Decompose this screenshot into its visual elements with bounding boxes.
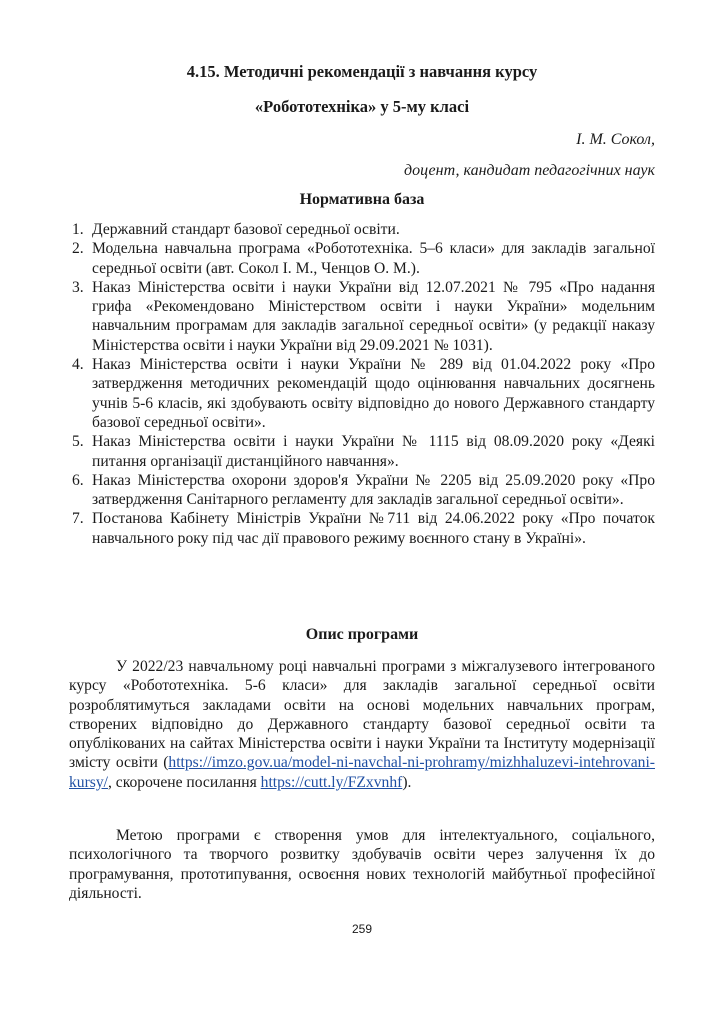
list-item <box>72 432 655 471</box>
list-item-text: Модельна навчальна програма «Робототехніка. 5–6 класи» для закладів загальної середньої освіти (авт. Сокол І. М., Ченцов О. М.). <box>92 240 655 277</box>
program-goal-paragraph: Метою програми є створення умов для інтелектуального, соціального, психологічного та творчого розвитку здобувачів освіти через залучення їх до програмування, прототипування, освоєння нових технологій майбутньої професійної діяльності. <box>69 827 655 902</box>
list-item-text: Державний стандарт базової середньої освіти. <box>92 221 400 238</box>
normative-base-list <box>72 220 655 548</box>
article-title-line2: «Робототехніка» у 5-му класі <box>254 97 470 116</box>
list-item <box>72 355 655 432</box>
list-item-number: 5. <box>72 433 84 451</box>
author-name: І. М. Сокол, <box>576 131 655 148</box>
list-item-text: Наказ Міністерства освіти і науки України від 12.07.2021 № 795 «Про надання грифа «Рекомендовано Міністерством освіти і науки України» модельним навчальним програмам для закладів загальної середньої освіти» (у редакції наказу Міністерства освіти і науки України від 29.09.2021 № 1031). <box>92 278 655 354</box>
author-position: доцент, кандидат педагогічних наук <box>404 162 655 179</box>
paragraph-text: , скорочене посилання <box>107 773 261 791</box>
article-title-line1: 4.15. Методичні рекомендації з навчання курсу <box>186 62 538 81</box>
list-item-text: Наказ Міністерства охорони здоров'я України № 2205 від 25.09.2020 року «Про затвердження Санітарного регламенту для закладів загальної середньої освіти». <box>92 471 655 509</box>
list-item <box>72 509 655 548</box>
list-item-number: 4. <box>72 356 84 374</box>
list-item <box>72 239 655 278</box>
normative-base-heading: Нормативна база <box>299 191 425 208</box>
list-item-number: 6. <box>72 471 84 489</box>
imzo-link[interactable]: https://imzo.gov.ua/model-ni-navchal-ni-prohramy/mizhhaluzevi-intehrovani-kursy/ <box>69 754 655 791</box>
list-item <box>72 278 655 355</box>
list-item <box>72 220 655 239</box>
page-number: 259 <box>351 922 373 936</box>
list-item <box>72 471 655 510</box>
paragraph-text: ). <box>402 773 412 791</box>
list-item-number: 1. <box>72 221 84 238</box>
list-item-text: Наказ Міністерства освіти і науки України № 1115 від 08.09.2020 року «Деякі питання організації дистанційного навчання». <box>92 433 655 470</box>
program-description-paragraph <box>69 657 655 792</box>
paragraph-text: У 2022/23 навчальному році навчальні програми з міжгалузевого інтегрованого курсу «Робототехніка. 5-6 класи» для закладів загальної середньої освіти розроблятимуться закладами освіти на основі модельних навчальних програм, створених відповідно до Державного стандарту базової середньої освіти та опублікованих на сайтах Міністерства освіти і науки України та Інституту модернізації змісту освіти ( <box>69 658 655 772</box>
list-item-number: 3. <box>72 278 84 296</box>
list-item-text: Постанова Кабінету Міністрів України №711 від 24.06.2022 року «Про початок навчального року під час дії правового режиму воєнного стану в Україні». <box>92 510 655 547</box>
short-link[interactable]: https://cutt.ly/FZxvnhf <box>260 773 403 791</box>
list-item-text: Наказ Міністерства освіти і науки України № 289 від 01.04.2022 року «Про затвердження методичних рекомендацій щодо оцінювання навчальних досягнень учнів 5-6 класів, які здобувають освіту відповідно до нового Державного стандарту базової середньої освіти». <box>92 356 655 431</box>
list-item-number: 7. <box>72 510 84 528</box>
program-description-heading: Опис програми <box>305 626 419 643</box>
list-item-number: 2. <box>72 240 84 258</box>
